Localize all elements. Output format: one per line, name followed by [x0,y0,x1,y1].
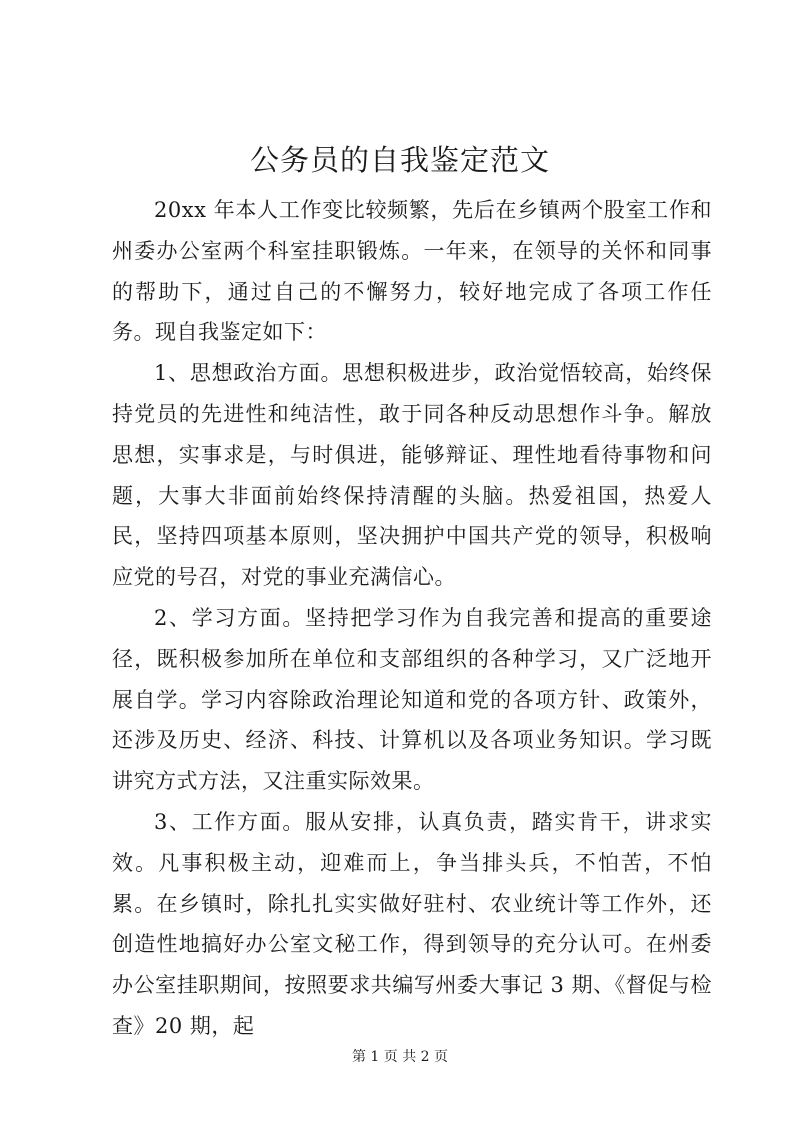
page-footer: 第 1 页 共 2 页 [351,1049,449,1065]
paragraph-work: 3、工作方面。服从安排，认真负责，踏实肯干，讲求实效。凡事积极主动，迎难而上，争当排头兵，不怕苦，不怕累。在乡镇时，除扎扎实实做好驻村、农业统计等工作外，还创造性地搞好办公室文秘工作，得到领导的充分认可。在州委办公室挂职期间，按照要求共编写州委大事记 3 期、《督促与检查》20 期，起 [112,809,712,1038]
paragraph-political: 1、思想政治方面。思想积极进步，政治觉悟较高，始终保持党员的先进性和纯洁性，敢于同各种反动思想作斗争。解放思想，实事求是，与时俱进，能够辩证、理性地看待事物和问题，大事大非面前始终保持清醒的头脑。热爱祖国，热爱人民，坚持四项基本原则，坚决拥护中国共产党的领导，积极响应党的号召，对党的事业充满信心。 [112,361,712,590]
paragraph-study: 2、学习方面。坚持把学习作为自我完善和提高的重要途径，既积极参加所在单位和支部组织的各种学习，又广泛地开展自学。学习内容除政治理论知道和党的各项方针、政策外，还涉及历史、经济、科技、计算机以及各项业务知识。学习既讲究方式方法，又注重实际效果。 [112,605,712,794]
document-title: 公务员的自我鉴定范文 [249,143,550,177]
paragraph-intro: 20xx 年本人工作变比较频繁，先后在乡镇两个股室工作和州委办公室两个科室挂职锻炼。一年来，在领导的关怀和同事的帮助下，通过自己的不懈努力，较好地完成了各项工作任务。现自我鉴定如下： [112,198,712,345]
document-body [112,190,712,1047]
